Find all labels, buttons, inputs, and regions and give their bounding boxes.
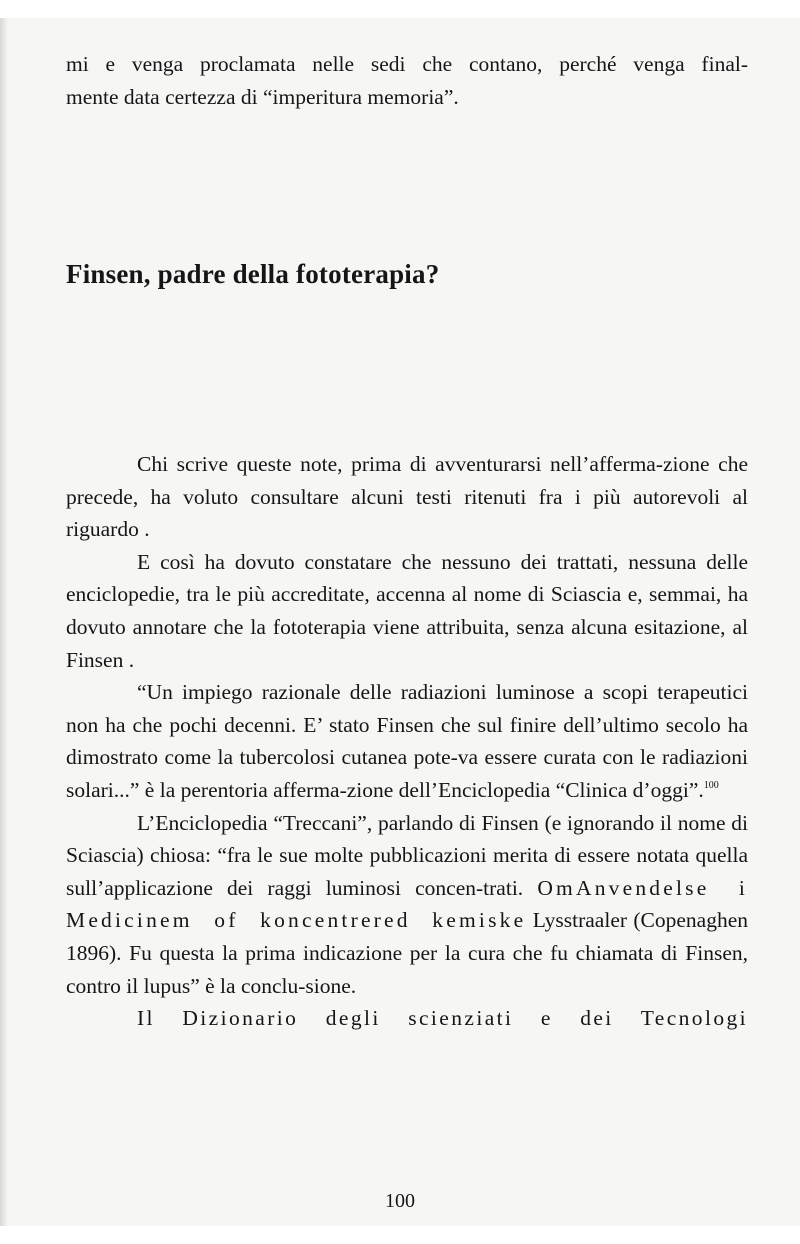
- intro-line: mi e venga proclamata nelle sedi che contano, perché venga final-: [66, 52, 748, 76]
- page-edge-shadow: [0, 18, 8, 1226]
- section-heading: Finsen, padre della fototerapia?: [66, 259, 440, 289]
- paragraph-3-text: “Un impiego razionale delle radiazioni luminose a scopi terapeutici non ha che pochi decenni. E’ stato Finsen che sul finire dell’ultimo secolo ha dimostrato come la tubercolosi cutanea pote-va essere curata con le radiazioni solari...” è la perentoria afferma-zione dell’Enciclopedia “Clinica d’oggi”.: [66, 680, 748, 802]
- paragraph-3: [66, 676, 748, 806]
- paragraph-4-text-a: L’Enciclopedia “Treccani”, parlando di Finsen (e ignorando il nome di Sciascia) chiosa: “fra le sue molte pubblicazioni merita di essere notata quella sull’applicazione dei raggi luminosi concen-trati.: [66, 810, 748, 900]
- body-text: [66, 448, 748, 1035]
- paragraph-1: Chi scrive queste note, prima di avventurarsi nell’afferma-zione che precede, ha voluto consultare alcuni testi ritenuti fra i più autorevoli al riguardo .: [66, 452, 748, 542]
- paragraph-5: Il Dizionario degli scienziati e dei Tecnologi: [137, 1006, 748, 1031]
- footnote-ref: 100: [703, 779, 719, 791]
- paragraph-4-text-c: Lysstraaler (Copenaghen 1896). Fu questa la prima indicazione per la cura che fu chiamata di Finsen, contro il lupus” è la conclu-sione.: [66, 908, 749, 998]
- paragraph-4: [66, 807, 748, 1003]
- paragraph-2: E così ha dovuto constatare che nessuno dei trattati, nessuna delle enciclopedie, tra le più accreditate, accenna al nome di Sciascia e, semmai, ha dovuto annotare che la fototerapia viene attribuita, senza alcuna esitazione, al Finsen .: [66, 549, 748, 672]
- intro-line: mente data certezza di “imperitura memoria”.: [66, 84, 459, 109]
- page-number: 100: [385, 1190, 415, 1212]
- intro-paragraph: [66, 48, 748, 113]
- paragraph-4-text-b: OmAnvendelse i Medicinem of koncentrered kemiske: [66, 875, 748, 933]
